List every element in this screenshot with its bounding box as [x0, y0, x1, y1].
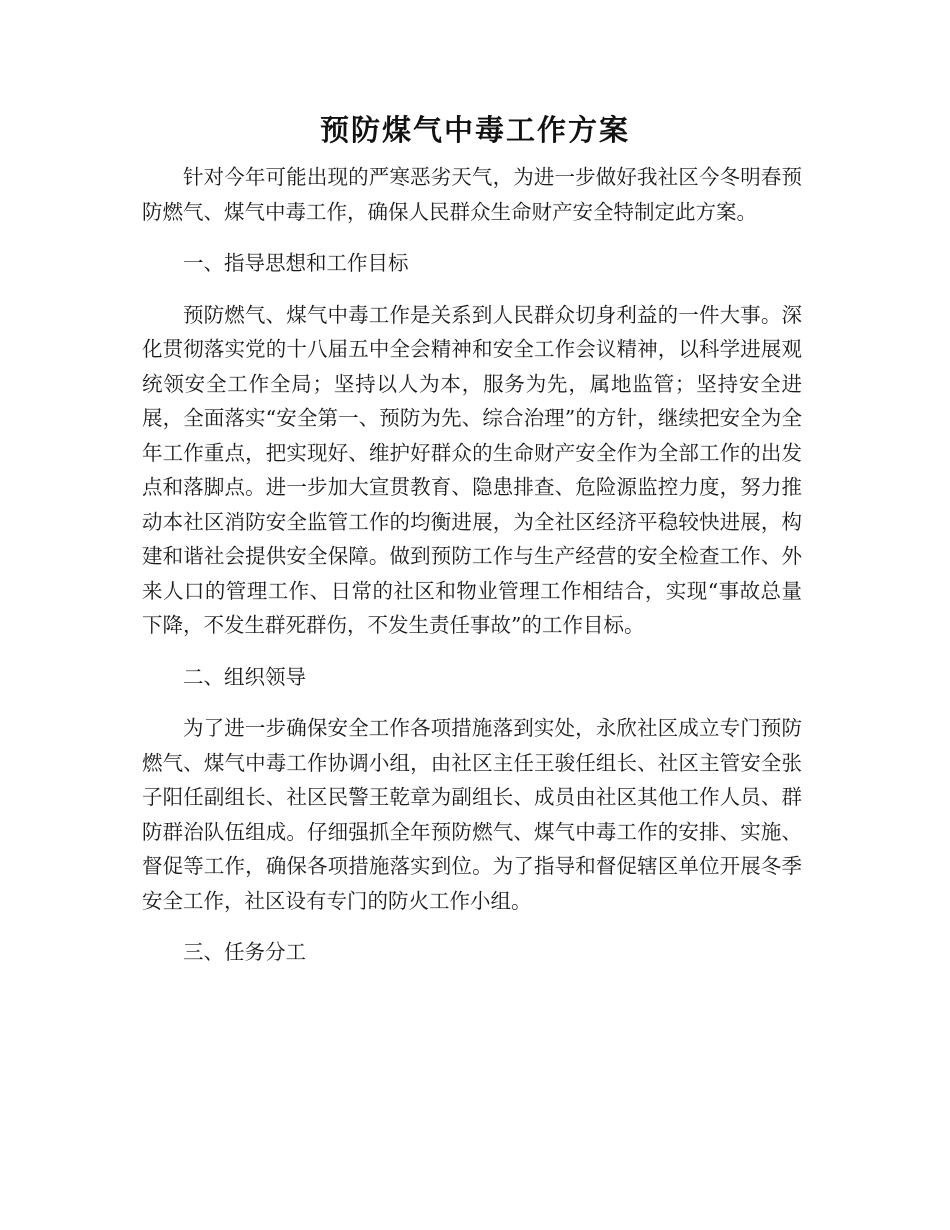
section-heading-guiding-ideology: 一、指导思想和工作目标 — [183, 251, 409, 275]
section-heading-task-division: 三、任务分工 — [183, 940, 306, 964]
organization-paragraph: 为了进一步确保安全工作各项措施落到实处，永欣社区成立专门预防燃气、煤气中毒工作协调小组，由社区主任王骏任组长、社区主管安全张子阳任副组长、社区民警王乾章为副组长、成员由社区其他工作人员、群防群治队伍组成。仔细强抓全年预防燃气、煤气中毒工作的安排、实施、督促等工作，确保各项措施落实到位。为了指导和督促辖区单位开展冬季安全工作，社区设有专门的防火工作小组。 — [142, 716, 802, 913]
section-heading-organization: 二、组织领导 — [183, 664, 306, 689]
document-title: 预防煤气中毒工作方案 — [319, 113, 630, 147]
intro-paragraph: 针对今年可能出现的严寒恶劣天气，为进一步做好我社区今冬明春预防燃气、煤气中毒工作，确保人民群众生命财产安全特制定此方案。 — [142, 165, 802, 224]
document-body — [142, 160, 802, 987]
guiding-ideology-paragraph: 预防燃气、煤气中毒工作是关系到人民群众切身利益的一件大事。深化贯彻落实党的十八届五中全会精神和安全工作会议精神，以科学进展观统领安全工作全局；坚持以人为本，服务为先，属地监管；坚持安全进展，全面落实“安全第一、预防为先、综合治理”的方针，继续把安全为全年工作重点，把实现好、维护好群众的生命财产安全作为全部工作的出发点和落脚点。进一步加大宣贯教育、隐患排查、危险源监控力度，努力推动本社区消防安全监管工作的均衡进展，为全社区经济平稳较快进展，构建和谐社会提供安全保障。做到预防工作与生产经营的安全检查工作、外来人口的管理工作、日常的社区和物业管理工作相结合，实现“事故总量下降，不发生群死群伤，不发生责任事故”的工作目标。 — [142, 302, 802, 637]
